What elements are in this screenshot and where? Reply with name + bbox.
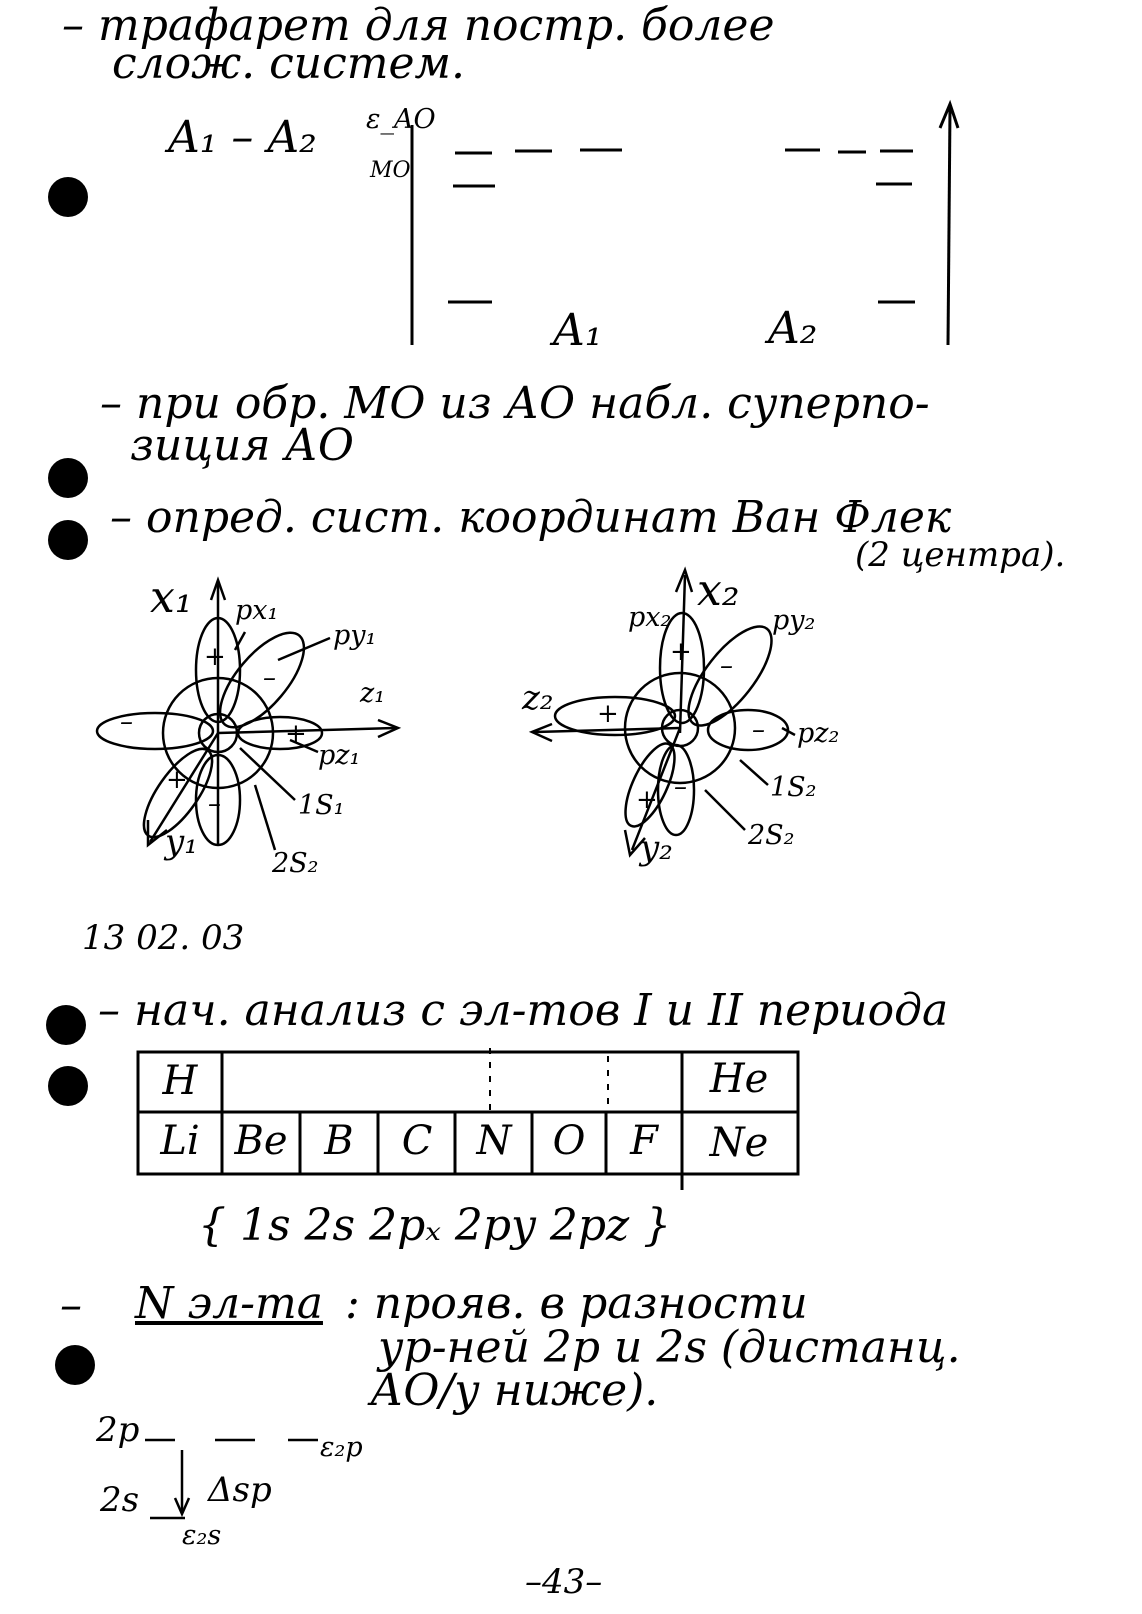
date-label: 13 02. 03: [82, 918, 245, 958]
svg-text:–: –: [674, 772, 687, 802]
ao-energy-label: ε_AO: [366, 104, 436, 135]
element-o: O: [552, 1118, 586, 1164]
text-line-8: : прояв. в разности: [345, 1278, 808, 1329]
orbital-set: { 1s 2s 2pₓ 2py 2pz }: [198, 1200, 672, 1251]
text-line-6: (2 центра).: [855, 535, 1066, 575]
element-f: F: [630, 1118, 658, 1164]
element-he: He: [709, 1056, 769, 1102]
text-line-10: АО/у ниже).: [370, 1365, 659, 1416]
text-line-2: слож. систем.: [112, 38, 465, 89]
label-2p: 2p: [96, 1410, 140, 1450]
pz1-label: pz₁: [318, 740, 361, 771]
page-number: –43–: [525, 1562, 603, 1602]
svg-text:+: +: [636, 785, 658, 815]
atom-a1-label: A₁: [553, 305, 603, 356]
element-n: N: [476, 1118, 512, 1164]
text-line-7: – нач. анализ с эл-тов I и II периода: [98, 985, 949, 1036]
n-element-underlined: N эл-та: [135, 1278, 323, 1329]
1s2-label: 1S₂: [770, 772, 817, 803]
element-h: H: [162, 1058, 198, 1104]
text-line-4: зиция АО: [130, 420, 354, 471]
svg-text:+: +: [166, 765, 188, 795]
2s2-left-label: 2S₂: [272, 848, 319, 879]
svg-text:–: –: [208, 789, 221, 819]
2s2-right-label: 2S₂: [748, 820, 795, 851]
label-dsp: Δsp: [208, 1470, 272, 1510]
z1-axis-label: z₁: [360, 678, 386, 709]
label-2s: 2s: [100, 1480, 140, 1520]
element-be: Be: [234, 1118, 288, 1164]
mo-label: MO: [370, 158, 411, 183]
py2-label: py₂: [772, 605, 816, 636]
text-line-1: – трафарет для постр. более: [62, 0, 775, 51]
element-c: C: [401, 1118, 433, 1164]
dash-mark: –: [60, 1280, 82, 1331]
label-e2s: ε₂s: [182, 1520, 222, 1551]
atom-a2-label: A₂: [768, 303, 818, 354]
svg-text:+: +: [285, 719, 307, 749]
svg-text:–: –: [720, 651, 733, 681]
z2-axis-label: z₂: [522, 678, 554, 718]
y1-axis-label: y₁: [165, 822, 198, 862]
element-b: B: [324, 1118, 354, 1164]
text-line-9: ур-ней 2p и 2s (дистанц.: [378, 1322, 961, 1373]
px1-label: px₁: [235, 595, 279, 626]
svg-text:–: –: [752, 715, 765, 745]
svg-text:+: +: [670, 637, 692, 667]
element-ne: Ne: [709, 1120, 769, 1166]
x2-axis-label: x₂: [697, 565, 740, 616]
label-e2p: ε₂p: [320, 1432, 363, 1463]
atom-pair-label: A₁ – A₂: [168, 112, 317, 163]
py1-label: py₁: [333, 620, 377, 651]
element-li: Li: [160, 1118, 200, 1164]
svg-text:–: –: [263, 663, 276, 693]
x1-axis-label: x₁: [150, 572, 193, 623]
y2-axis-label: y₂: [640, 828, 673, 868]
pz2-label: pz₂: [797, 718, 840, 749]
svg-text:+: +: [204, 642, 226, 672]
1s1-label: 1S₁: [298, 790, 345, 821]
text-line-5: – опред. сист. координат Ван Флек: [110, 492, 952, 543]
svg-text:+: +: [597, 699, 619, 729]
px2-label: px₂: [628, 602, 672, 633]
text-line-3: – при обр. МО из АО набл. суперпо-: [100, 378, 930, 429]
svg-text:–: –: [120, 707, 133, 737]
